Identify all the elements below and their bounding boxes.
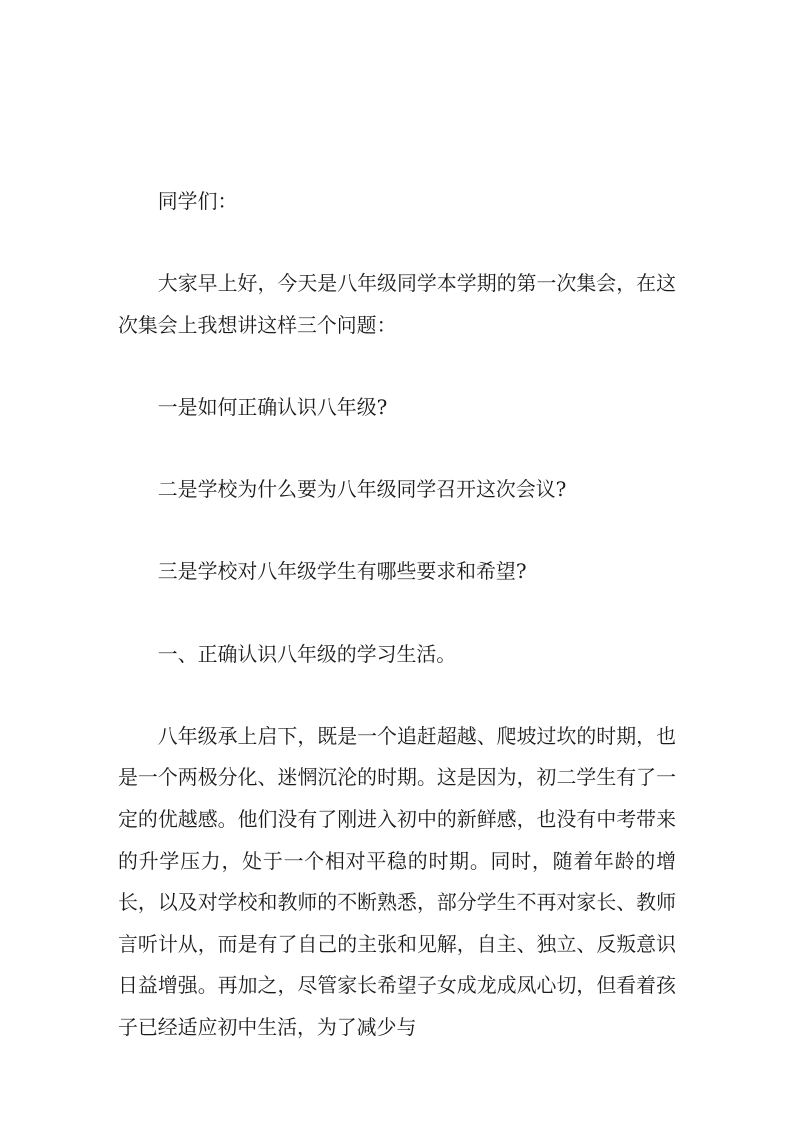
question-two: 二是学校为什么要为八年级同学召开这次会议? (157, 478, 567, 502)
question-three: 三是学校对八年级学生有哪些要求和希望? (157, 560, 527, 584)
body-paragraph: 八年级承上启下，既是一个追赶超越、爬坡过坎的时期，也是一个两极分化、迷惘沉沦的时期。这是因为，初二学生有了一定的优越感。他们没有了刚进入初中的新鲜感，也没有中考带来的升学压力，处于一个相对平稳的时期。同时，随着年龄的增长，以及对学校和教师的不断熟悉，部分学生不再对家长、教师言听计从，而是有了自己的主张和见解，自主、独立、反叛意识日益增强。再加之，尽管家长希望子女成龙成凤心切，但看着孩子已经适应初中生活，为了减少与 (118, 724, 676, 1039)
paragraph-gap (118, 593, 676, 634)
document-page (118, 181, 676, 1048)
paragraph-gap (118, 511, 676, 552)
opening-paragraph: 大家早上好，今天是八年级同学本学期的第一次集会，在这次集会上我想讲这样三个问题： (118, 272, 676, 337)
salutation: 同学们： (157, 190, 238, 213)
paragraph-gap (118, 223, 676, 264)
paragraph-gap (118, 429, 676, 470)
paragraph-gap (118, 346, 676, 387)
section-heading-one: 一、正确认识八年级的学习生活。 (157, 642, 457, 666)
question-one: 一是如何正确认识八年级? (157, 395, 388, 419)
paragraph-gap (118, 675, 676, 716)
